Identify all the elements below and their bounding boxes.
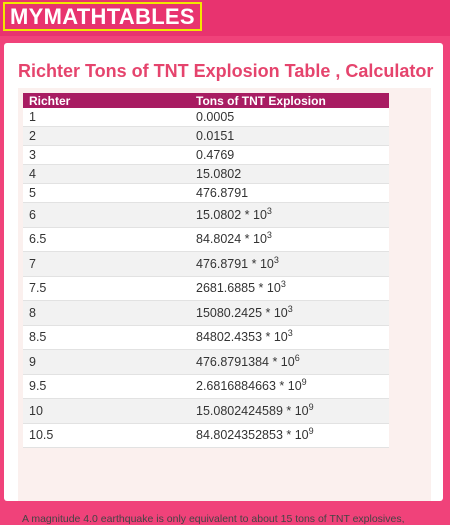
tnt-exponent: 3 [287, 303, 293, 314]
tnt-value: 476.8791 [196, 186, 249, 200]
table-row [23, 146, 389, 165]
richter-cell: 1 [23, 108, 190, 127]
site-logo[interactable]: MYMATHTABLES [3, 2, 202, 31]
richter-cell: 4 [23, 165, 190, 184]
page-title: Richter Tons of TNT Explosion Table , Calculator [18, 61, 434, 81]
tnt-cell [190, 184, 389, 203]
tnt-cell [190, 325, 389, 350]
tnt-cell [190, 374, 389, 399]
tnt-exponent: 9 [301, 377, 307, 388]
column-header-richter: Richter [23, 93, 190, 108]
table-row [23, 374, 389, 399]
table-row [23, 127, 389, 146]
tnt-value: 476.8791 * 10 [196, 256, 274, 271]
richter-cell: 8 [23, 301, 190, 326]
table-row [23, 165, 389, 184]
content-card [4, 43, 443, 525]
tnt-value: 0.0005 [196, 110, 235, 124]
tnt-cell [190, 146, 389, 165]
tnt-value: 84.8024352853 * 10 [196, 428, 309, 443]
table-row [23, 276, 389, 301]
tnt-cell [190, 399, 389, 424]
table-row [23, 108, 389, 127]
richter-cell: 8.5 [23, 325, 190, 350]
tnt-exponent: 9 [308, 401, 314, 412]
table-row [23, 184, 389, 203]
richter-cell: 3 [23, 146, 190, 165]
tnt-exponent: 9 [308, 426, 314, 437]
tnt-exponent: 6 [294, 352, 300, 363]
tnt-cell [190, 423, 389, 448]
table-body [23, 108, 389, 448]
tnt-value: 0.0151 [196, 129, 235, 143]
richter-cell: 7 [23, 252, 190, 277]
tnt-cell [190, 350, 389, 375]
top-bar [0, 0, 450, 36]
richter-cell: 10 [23, 399, 190, 424]
tnt-value: 2.6816884663 * 10 [196, 379, 302, 394]
table-row [23, 203, 389, 228]
richter-cell: 10.5 [23, 423, 190, 448]
table-row [23, 399, 389, 424]
richter-cell: 9 [23, 350, 190, 375]
column-header-tnt: Tons of TNT Explosion [190, 93, 389, 108]
tnt-value: 15.0802424589 * 10 [196, 403, 309, 418]
footnote-text: A magnitude 4.0 earthquake is only equivalent to about 15 tons of TNT explosives, [22, 513, 405, 525]
tnt-cell [190, 301, 389, 326]
richter-cell: 2 [23, 127, 190, 146]
table-row [23, 301, 389, 326]
tnt-value: 15080.2425 * 10 [196, 305, 288, 320]
tnt-value: 84.8024 * 10 [196, 232, 267, 247]
tnt-cell [190, 276, 389, 301]
tnt-cell [190, 203, 389, 228]
table-row [23, 350, 389, 375]
tnt-exponent: 3 [266, 205, 272, 216]
tnt-value: 84802.4353 * 10 [196, 330, 288, 345]
tnt-cell [190, 127, 389, 146]
richter-cell: 9.5 [23, 374, 190, 399]
tnt-exponent: 3 [287, 328, 293, 339]
tnt-value: 2681.6885 * 10 [196, 281, 281, 296]
table-row [23, 325, 389, 350]
richter-cell: 5 [23, 184, 190, 203]
tnt-exponent: 3 [280, 279, 286, 290]
tnt-value: 476.8791384 * 10 [196, 354, 295, 369]
tnt-value: 0.4769 [196, 148, 235, 162]
table-row [23, 423, 389, 448]
richter-cell: 6 [23, 203, 190, 228]
tnt-exponent: 3 [266, 230, 272, 241]
tnt-value: 15.0802 [196, 167, 242, 181]
tnt-value: 15.0802 * 10 [196, 207, 267, 222]
table-row [23, 252, 389, 277]
tnt-exponent: 3 [273, 254, 279, 265]
table-header-row [23, 93, 389, 108]
tnt-cell [190, 227, 389, 252]
tnt-cell [190, 252, 389, 277]
table-row [23, 227, 389, 252]
richter-cell: 6.5 [23, 227, 190, 252]
tnt-cell [190, 165, 389, 184]
tnt-cell [190, 108, 389, 127]
richter-cell: 7.5 [23, 276, 190, 301]
table-panel [18, 88, 431, 525]
richter-table [23, 93, 389, 448]
